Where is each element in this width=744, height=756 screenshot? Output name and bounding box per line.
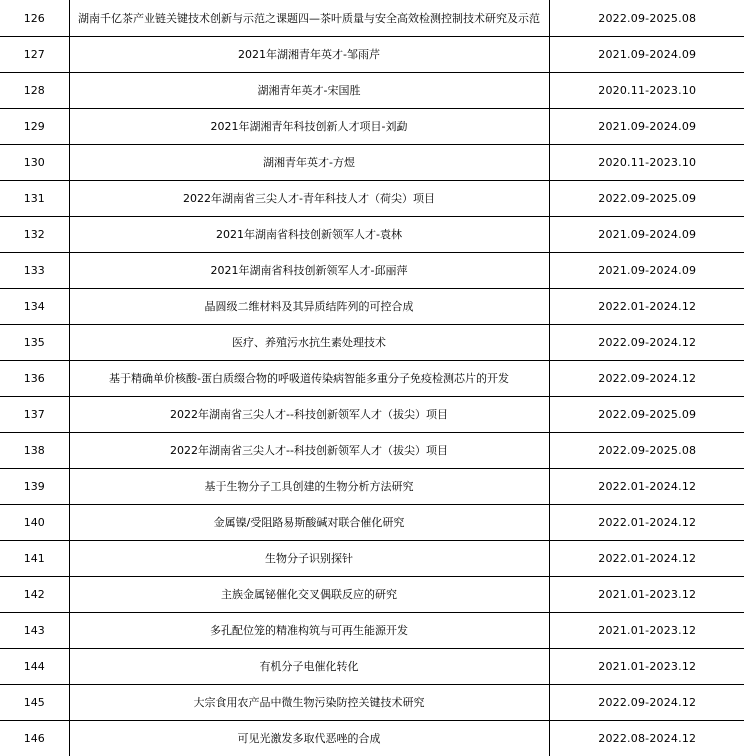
- row-index: 138: [0, 433, 69, 469]
- row-index: 131: [0, 181, 69, 217]
- table-row: [0, 469, 744, 505]
- table-row: [0, 73, 744, 109]
- project-name: 2021年湖湘青年科技创新人才项目-刘勐: [69, 109, 549, 145]
- row-index: 130: [0, 145, 69, 181]
- row-index: 140: [0, 505, 69, 541]
- project-period: 2022.09-2025.09: [549, 181, 744, 217]
- project-period: 2021.01-2023.12: [549, 577, 744, 613]
- table-row: [0, 433, 744, 469]
- table-row: [0, 289, 744, 325]
- table-row: [0, 109, 744, 145]
- project-name: 基于生物分子工具创建的生物分析方法研究: [69, 469, 549, 505]
- table-row: [0, 181, 744, 217]
- table-row: [0, 577, 744, 613]
- project-name: 2021年湖南省科技创新领军人才-袁林: [69, 217, 549, 253]
- project-period: 2022.01-2024.12: [549, 505, 744, 541]
- project-name: 多孔配位笼的精准构筑与可再生能源开发: [69, 613, 549, 649]
- table-row: [0, 397, 744, 433]
- project-period: 2022.01-2024.12: [549, 541, 744, 577]
- row-index: 136: [0, 361, 69, 397]
- row-index: 137: [0, 397, 69, 433]
- project-period: 2020.11-2023.10: [549, 73, 744, 109]
- project-period: 2022.09-2025.08: [549, 433, 744, 469]
- row-index: 134: [0, 289, 69, 325]
- table-row: [0, 217, 744, 253]
- project-period: 2022.01-2024.12: [549, 289, 744, 325]
- row-index: 142: [0, 577, 69, 613]
- project-name: 2021年湖湘青年英才-邹雨芹: [69, 37, 549, 73]
- table-row: [0, 685, 744, 721]
- project-period: 2020.11-2023.10: [549, 145, 744, 181]
- project-name: 湖南千亿茶产业链关键技术创新与示范之课题四—茶叶质量与安全高效检测控制技术研究及示范: [69, 0, 549, 37]
- table-row: [0, 37, 744, 73]
- row-index: 128: [0, 73, 69, 109]
- row-index: 139: [0, 469, 69, 505]
- project-name: 晶圆级二维材料及其异质结阵列的可控合成: [69, 289, 549, 325]
- row-index: 143: [0, 613, 69, 649]
- project-period: 2021.09-2024.09: [549, 37, 744, 73]
- project-period: 2022.09-2024.12: [549, 685, 744, 721]
- table-row: [0, 649, 744, 685]
- table-row: [0, 253, 744, 289]
- project-period: 2021.09-2024.09: [549, 109, 744, 145]
- project-period: 2021.01-2023.12: [549, 649, 744, 685]
- project-name: 基于精确单价核酸-蛋白质缀合物的呼吸道传染病智能多重分子免疫检测芯片的开发: [69, 361, 549, 397]
- project-period: 2022.09-2024.12: [549, 361, 744, 397]
- row-index: 144: [0, 649, 69, 685]
- project-name: 可见光激发多取代恶唑的合成: [69, 721, 549, 756]
- row-index: 132: [0, 217, 69, 253]
- project-name: 2022年湖南省三尖人才--科技创新领军人才（拔尖）项目: [69, 433, 549, 469]
- project-name: 医疗、养殖污水抗生素处理技术: [69, 325, 549, 361]
- project-period: 2022.09-2024.12: [549, 325, 744, 361]
- row-index: 141: [0, 541, 69, 577]
- row-index: 129: [0, 109, 69, 145]
- row-index: 133: [0, 253, 69, 289]
- row-index: 146: [0, 721, 69, 756]
- row-index: 145: [0, 685, 69, 721]
- table-row: [0, 0, 744, 37]
- project-name: 2022年湖南省三尖人才-青年科技人才（荷尖）项目: [69, 181, 549, 217]
- table-row: [0, 541, 744, 577]
- project-name: 主族金属铋催化交叉偶联反应的研究: [69, 577, 549, 613]
- project-name: 有机分子电催化转化: [69, 649, 549, 685]
- project-name: 生物分子识别探针: [69, 541, 549, 577]
- project-period: 2022.08-2024.12: [549, 721, 744, 756]
- project-period: 2022.01-2024.12: [549, 469, 744, 505]
- table-row: [0, 721, 744, 756]
- project-period: 2022.09-2025.09: [549, 397, 744, 433]
- project-name: 2022年湖南省三尖人才--科技创新领军人才（拔尖）项目: [69, 397, 549, 433]
- project-period: 2021.09-2024.09: [549, 217, 744, 253]
- project-period: 2021.09-2024.09: [549, 253, 744, 289]
- table-row: [0, 613, 744, 649]
- project-period: 2022.09-2025.08: [549, 0, 744, 37]
- row-index: 126: [0, 0, 69, 37]
- row-index: 135: [0, 325, 69, 361]
- project-name: 大宗食用农产品中微生物污染防控关键技术研究: [69, 685, 549, 721]
- project-name: 2021年湖南省科技创新领军人才-邱丽萍: [69, 253, 549, 289]
- table-row: [0, 325, 744, 361]
- row-index: 127: [0, 37, 69, 73]
- project-name: 湖湘青年英才-宋国胜: [69, 73, 549, 109]
- table-row: [0, 361, 744, 397]
- table-row: [0, 505, 744, 541]
- project-period: 2021.01-2023.12: [549, 613, 744, 649]
- table-row: [0, 145, 744, 181]
- project-name: 金属镍/受阻路易斯酸碱对联合催化研究: [69, 505, 549, 541]
- project-name: 湖湘青年英才-方煜: [69, 145, 549, 181]
